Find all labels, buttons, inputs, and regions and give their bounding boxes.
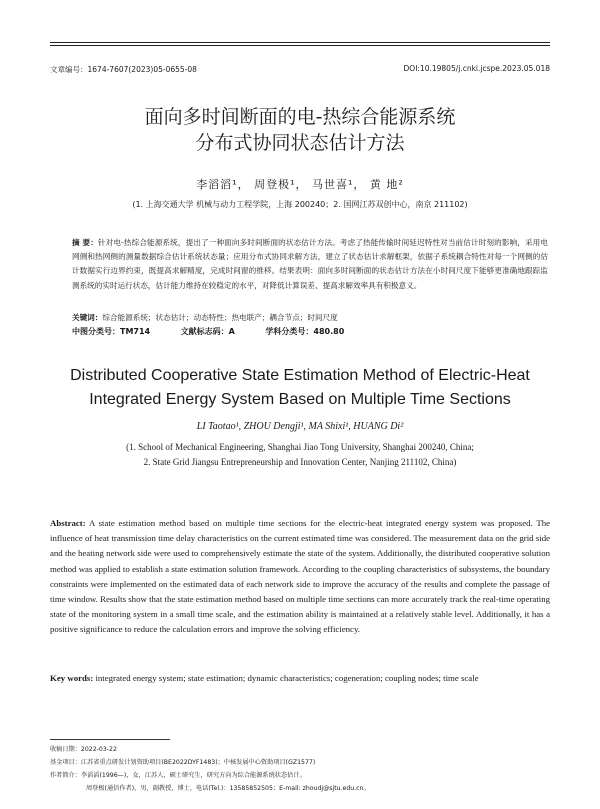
footnote-corresponding-author: 周登极(通信作者)，男，副教授，博士，电话(Tel.)：13585852505；E-mail: zhoudj@sjtu.edu.cn。: [86, 785, 370, 792]
article-number: 文章编号：1674-7607(2023)05-0655-08: [50, 65, 197, 74]
english-title-line-1: Distributed Cooperative State Estimation Method of Electric-Heat: [70, 367, 530, 384]
chinese-abstract-text: 针对电-热综合能源系统，提出了一种面向多时间断面的状态估计方法。考虑了热能传输时间延迟特性对当前估计时刻的影响，采用电网侧和热网侧的测量数据综合估计系统状态量；应用分布式协同求解方法，建立了状态估计求解框架，依据子系统耦合特性对每一个网侧的估计数据实行边界约束，既提高求解精度，完成时间窗的推移。结果表明：面向多时间断面的状态估计方法在小时间尺度下能够更准确地跟踪监测系统的实时运行状态，估计能力维持在较稳定的水平，对降低计算误差、提高求解效率具有积极意义。: [72, 238, 548, 290]
running-header: [50, 6, 550, 44]
chinese-keywords-label: 关键词：: [72, 313, 103, 322]
footnote-rule: [50, 739, 170, 740]
subject-code: 学科分类号：480.80: [265, 327, 345, 336]
english-abstract: [50, 516, 550, 638]
doi: DOI:10.19805/j.cnki.jcspe.2023.05.018: [403, 64, 550, 73]
chinese-abstract-label: 摘 要：: [72, 238, 98, 247]
chinese-title-line-2: 分布式协同状态估计方法: [195, 132, 405, 154]
english-affiliation: [60, 440, 540, 470]
english-keywords-label: Key words:: [50, 673, 94, 683]
header-rule: [50, 42, 550, 43]
chinese-keywords-text: 综合能源系统；状态估计；动态特性；热电联产；耦合节点；时间尺度: [102, 313, 338, 322]
footnote-author-bio: 作者简介：李滔滔(1996—)，女，江苏人，硕士研究生，研究方向为综合能源系统状态估计。: [50, 772, 306, 779]
header-rule-thin: [50, 45, 550, 46]
english-title-line-2: Integrated Energy System Based on Multiple Time Sections: [89, 391, 511, 408]
chinese-authors: 李滔滔¹， 周登极¹， 马世喜¹， 黄 地²: [196, 178, 404, 191]
classification-line: [72, 325, 548, 339]
english-title: [50, 364, 550, 412]
english-keywords-text: integrated energy system; state estimation; dynamic characteristics; cogeneration; coupling nodes; time scale: [95, 673, 479, 683]
footnote-received: 收稿日期：2022-03-22: [50, 746, 117, 753]
document-code: 文献标志码：A: [180, 327, 235, 336]
article-meta: [50, 64, 550, 75]
chinese-affiliation: (1. 上海交通大学 机械与动力工程学院，上海 200240；2. 国网江苏双创中心，南京 211102): [132, 200, 468, 209]
english-authors: LI Taotao¹, ZHOU Dengji¹, MA Shixi¹, HUANG Di²: [196, 421, 404, 432]
english-affiliation-line-1: (1. School of Mechanical Engineering, Shanghai Jiao Tong University, Shanghai 200240, China;: [126, 442, 474, 452]
chinese-title-line-1: 面向多时间断面的电-热综合能源系统: [144, 106, 456, 128]
chinese-keywords: [72, 311, 548, 325]
english-abstract-label: Abstract:: [50, 518, 86, 528]
english-affiliation-line-2: 2. State Grid Jiangsu Entrepreneurship and Innovation Center, Nanjing 211102, China): [143, 457, 457, 467]
chinese-title: [50, 104, 550, 156]
clc-number: 中图分类号：TM714: [72, 327, 151, 336]
chinese-abstract: [72, 236, 548, 293]
footnote-fund: 基金项目：江苏省重点研发计划资助项目(BE2022DYF1483)；中核发展中心资助项目(GZ1577): [50, 759, 316, 766]
english-keywords: [50, 671, 550, 686]
english-abstract-text: A state estimation method based on multiple time sections for the electric-heat integrated energy system was proposed. The influence of heat transmission time delay characteristics on the current estimated time was considered. The measurement data on the grid side and the heating network side were used to comprehensively estimate the state of the system. Additionally, the distributed cooperative solution method was applied to establish a state estimation solution framework. According to the coupling characteristics of subsystems, the boundary constraints were implemented on the estimated data of each network side to improve the accuracy of the results and complete the passage of time window. Results show that the state estimation method based on multiple time sections can more accurately track the real-time operating state of the monitoring system in a small time scale, and the estimation ability is maintained at a relatively stable level. Additionally, it has a positive significance to reduce the calculation errors and improve the solving efficiency.: [50, 518, 550, 635]
